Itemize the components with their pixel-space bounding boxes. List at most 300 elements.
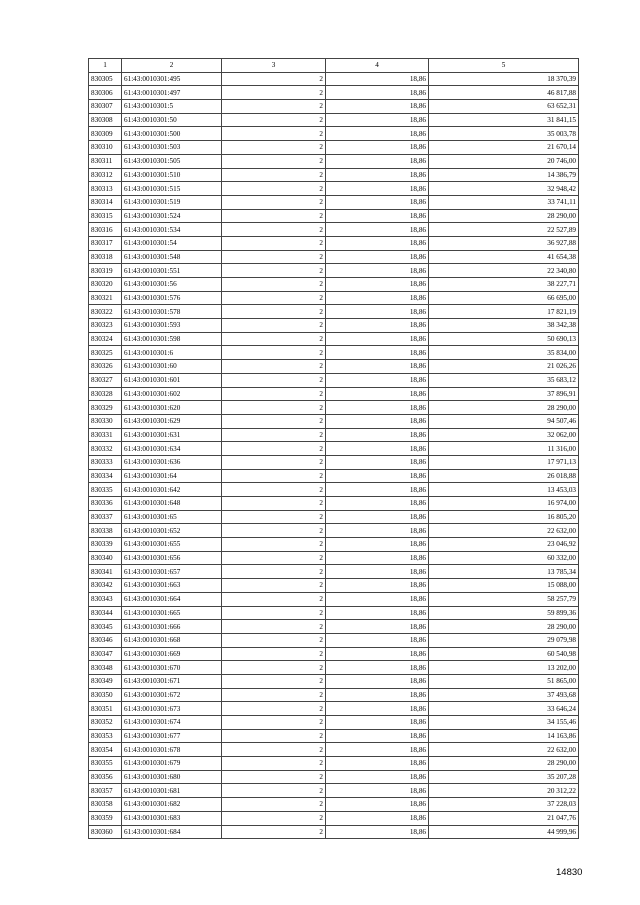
table-row	[89, 716, 579, 730]
table-cell: 18,86	[326, 332, 429, 346]
table-cell: 29 079,98	[429, 633, 579, 647]
table-cell: 37 228,03	[429, 798, 579, 812]
table-cell: 61:43:0010301:663	[122, 579, 222, 593]
table-cell: 61:43:0010301:681	[122, 784, 222, 798]
table-row	[89, 100, 579, 114]
table-row	[89, 811, 579, 825]
table-cell: 61:43:0010301:668	[122, 633, 222, 647]
table-cell: 2	[222, 633, 326, 647]
table-cell: 18,86	[326, 236, 429, 250]
table-cell: 2	[222, 332, 326, 346]
table-cell: 830359	[89, 811, 122, 825]
table-cell: 2	[222, 86, 326, 100]
table-cell: 16 805,20	[429, 510, 579, 524]
table-cell: 18,86	[326, 510, 429, 524]
table-cell: 61:43:0010301:648	[122, 497, 222, 511]
table-cell: 61:43:0010301:500	[122, 127, 222, 141]
table-cell: 2	[222, 100, 326, 114]
table-row	[89, 633, 579, 647]
table-cell: 18,86	[326, 757, 429, 771]
table-row	[89, 674, 579, 688]
table-cell: 61:43:0010301:620	[122, 401, 222, 415]
table-cell: 2	[222, 483, 326, 497]
table-cell: 18,86	[326, 264, 429, 278]
table-cell: 830340	[89, 551, 122, 565]
table-cell: 18,86	[326, 483, 429, 497]
table-cell: 61:43:0010301:657	[122, 565, 222, 579]
table-cell: 2	[222, 606, 326, 620]
table-cell: 14 163,86	[429, 729, 579, 743]
table-cell: 830331	[89, 428, 122, 442]
table-cell: 2	[222, 113, 326, 127]
table-cell: 830317	[89, 236, 122, 250]
table-cell: 2	[222, 757, 326, 771]
table-cell: 51 865,00	[429, 674, 579, 688]
table-cell: 13 785,34	[429, 565, 579, 579]
table-cell: 61:43:0010301:631	[122, 428, 222, 442]
table-cell: 18,86	[326, 729, 429, 743]
table-cell: 830350	[89, 688, 122, 702]
table-cell: 830319	[89, 264, 122, 278]
table-row	[89, 592, 579, 606]
table-cell: 2	[222, 811, 326, 825]
table-row	[89, 647, 579, 661]
table-cell: 830344	[89, 606, 122, 620]
table-cell: 2	[222, 688, 326, 702]
table-row	[89, 661, 579, 675]
table-cell: 59 899,36	[429, 606, 579, 620]
table-cell: 2	[222, 565, 326, 579]
table-cell: 18,86	[326, 633, 429, 647]
table-row	[89, 688, 579, 702]
table-row	[89, 141, 579, 155]
table-cell: 18,86	[326, 702, 429, 716]
table-cell: 61:43:0010301:60	[122, 360, 222, 374]
table-row	[89, 278, 579, 292]
table-cell: 18,86	[326, 168, 429, 182]
table-cell: 37 493,68	[429, 688, 579, 702]
table-cell: 61:43:0010301:677	[122, 729, 222, 743]
table-cell: 61:43:0010301:495	[122, 72, 222, 86]
table-cell: 18,86	[326, 182, 429, 196]
table-cell: 2	[222, 182, 326, 196]
table-cell: 61:43:0010301:673	[122, 702, 222, 716]
table-cell: 18,86	[326, 373, 429, 387]
table-cell: 61:43:0010301:672	[122, 688, 222, 702]
table-cell: 830358	[89, 798, 122, 812]
table-row	[89, 743, 579, 757]
table-cell: 2	[222, 538, 326, 552]
table-cell: 22 632,00	[429, 524, 579, 538]
table-cell: 2	[222, 414, 326, 428]
table-cell: 61:43:0010301:684	[122, 825, 222, 839]
table-cell: 830320	[89, 278, 122, 292]
table-cell: 830346	[89, 633, 122, 647]
table-row	[89, 127, 579, 141]
table-cell: 58 257,79	[429, 592, 579, 606]
table-cell: 830332	[89, 442, 122, 456]
table-cell: 830308	[89, 113, 122, 127]
table-body	[89, 72, 579, 839]
table-cell: 18,86	[326, 579, 429, 593]
table-cell: 2	[222, 579, 326, 593]
table-cell: 830324	[89, 332, 122, 346]
table-cell: 61:43:0010301:669	[122, 647, 222, 661]
table-cell: 18,86	[326, 360, 429, 374]
table-cell: 61:43:0010301:6	[122, 346, 222, 360]
table-cell: 2	[222, 702, 326, 716]
table-cell: 18,86	[326, 798, 429, 812]
table-cell: 18,86	[326, 620, 429, 634]
table-cell: 2	[222, 510, 326, 524]
table-cell: 61:43:0010301:602	[122, 387, 222, 401]
table-cell: 36 927,88	[429, 236, 579, 250]
table-cell: 61:43:0010301:497	[122, 86, 222, 100]
table-cell: 61:43:0010301:678	[122, 743, 222, 757]
table-cell: 830305	[89, 72, 122, 86]
table-cell: 830327	[89, 373, 122, 387]
table-cell: 2	[222, 305, 326, 319]
table-cell: 61:43:0010301:65	[122, 510, 222, 524]
table-cell: 61:43:0010301:674	[122, 716, 222, 730]
table-cell: 32 062,00	[429, 428, 579, 442]
table-cell: 2	[222, 647, 326, 661]
table-cell: 830354	[89, 743, 122, 757]
table-cell: 2	[222, 497, 326, 511]
table-cell: 830309	[89, 127, 122, 141]
table-cell: 61:43:0010301:510	[122, 168, 222, 182]
table-cell: 60 332,00	[429, 551, 579, 565]
table-cell: 18,86	[326, 250, 429, 264]
table-cell: 61:43:0010301:670	[122, 661, 222, 675]
table-cell: 61:43:0010301:634	[122, 442, 222, 456]
table-cell: 18,86	[326, 223, 429, 237]
table-cell: 2	[222, 784, 326, 798]
table-cell: 61:43:0010301:5	[122, 100, 222, 114]
table-cell: 32 948,42	[429, 182, 579, 196]
table-cell: 18,86	[326, 291, 429, 305]
table-cell: 31 841,15	[429, 113, 579, 127]
table-cell: 18,86	[326, 743, 429, 757]
table-cell: 21 047,76	[429, 811, 579, 825]
table-cell: 2	[222, 661, 326, 675]
table-cell: 830360	[89, 825, 122, 839]
table-row	[89, 72, 579, 86]
table-cell: 61:43:0010301:656	[122, 551, 222, 565]
table-row	[89, 469, 579, 483]
column-header: 5	[429, 59, 579, 73]
table-cell: 830353	[89, 729, 122, 743]
table-cell: 38 227,71	[429, 278, 579, 292]
table-cell: 2	[222, 798, 326, 812]
table-cell: 37 896,91	[429, 387, 579, 401]
table-cell: 2	[222, 825, 326, 839]
table-cell: 2	[222, 195, 326, 209]
table-row	[89, 798, 579, 812]
table-cell: 13 202,00	[429, 661, 579, 675]
table-cell: 35 003,78	[429, 127, 579, 141]
table-cell: 11 316,00	[429, 442, 579, 456]
table-cell: 46 817,88	[429, 86, 579, 100]
table-cell: 2	[222, 729, 326, 743]
table-cell: 18,86	[326, 455, 429, 469]
table-cell: 18,86	[326, 565, 429, 579]
register-table	[88, 58, 579, 839]
table-cell: 830322	[89, 305, 122, 319]
table-cell: 63 652,31	[429, 100, 579, 114]
table-cell: 18,86	[326, 538, 429, 552]
table-cell: 18,86	[326, 469, 429, 483]
table-row	[89, 606, 579, 620]
table-row	[89, 757, 579, 771]
table-cell: 2	[222, 223, 326, 237]
table-cell: 61:43:0010301:524	[122, 209, 222, 223]
table-cell: 2	[222, 401, 326, 415]
table-cell: 18,86	[326, 442, 429, 456]
table-cell: 61:43:0010301:665	[122, 606, 222, 620]
table-cell: 20 746,00	[429, 154, 579, 168]
table-cell: 41 654,38	[429, 250, 579, 264]
table-cell: 28 290,00	[429, 620, 579, 634]
table-row	[89, 332, 579, 346]
table-cell: 61:43:0010301:636	[122, 455, 222, 469]
table-cell: 61:43:0010301:64	[122, 469, 222, 483]
table-cell: 2	[222, 264, 326, 278]
table-row	[89, 483, 579, 497]
table-cell: 18,86	[326, 647, 429, 661]
table-cell: 830313	[89, 182, 122, 196]
table-cell: 15 088,00	[429, 579, 579, 593]
column-header: 3	[222, 59, 326, 73]
table-row	[89, 455, 579, 469]
table-cell: 18,86	[326, 305, 429, 319]
table-cell: 66 695,00	[429, 291, 579, 305]
table-cell: 18,86	[326, 141, 429, 155]
table-row	[89, 524, 579, 538]
table-cell: 18,86	[326, 770, 429, 784]
table-cell: 61:43:0010301:682	[122, 798, 222, 812]
table-row	[89, 702, 579, 716]
table-cell: 18,86	[326, 195, 429, 209]
table-cell: 18,86	[326, 428, 429, 442]
table-row	[89, 401, 579, 415]
table-cell: 18,86	[326, 592, 429, 606]
table-row	[89, 510, 579, 524]
column-header: 2	[122, 59, 222, 73]
table-cell: 830342	[89, 579, 122, 593]
table-cell: 2	[222, 72, 326, 86]
table-cell: 2	[222, 250, 326, 264]
page-number: 14830	[556, 867, 583, 878]
table-row	[89, 223, 579, 237]
table-row	[89, 182, 579, 196]
table-cell: 16 974,00	[429, 497, 579, 511]
table-cell: 60 540,98	[429, 647, 579, 661]
table-cell: 18,86	[326, 401, 429, 415]
table-cell: 18,86	[326, 551, 429, 565]
table-cell: 44 999,96	[429, 825, 579, 839]
table-cell: 35 834,00	[429, 346, 579, 360]
table-row	[89, 209, 579, 223]
table-cell: 61:43:0010301:56	[122, 278, 222, 292]
table-row	[89, 346, 579, 360]
table-cell: 830310	[89, 141, 122, 155]
table-cell: 61:43:0010301:671	[122, 674, 222, 688]
table-cell: 830307	[89, 100, 122, 114]
table-cell: 2	[222, 428, 326, 442]
table-cell: 35 683,12	[429, 373, 579, 387]
table-cell: 830348	[89, 661, 122, 675]
table-cell: 18,86	[326, 209, 429, 223]
table-cell: 18,86	[326, 346, 429, 360]
table-cell: 28 290,00	[429, 401, 579, 415]
table-row	[89, 428, 579, 442]
table-cell: 830326	[89, 360, 122, 374]
table-row	[89, 305, 579, 319]
table-cell: 61:43:0010301:576	[122, 291, 222, 305]
table-cell: 33 741,11	[429, 195, 579, 209]
table-cell: 18,86	[326, 113, 429, 127]
table-row	[89, 250, 579, 264]
table-cell: 38 342,38	[429, 319, 579, 333]
table-cell: 18,86	[326, 606, 429, 620]
table-row	[89, 236, 579, 250]
table-cell: 2	[222, 524, 326, 538]
table-cell: 830334	[89, 469, 122, 483]
table-cell: 830311	[89, 154, 122, 168]
table-cell: 2	[222, 551, 326, 565]
table-cell: 61:43:0010301:54	[122, 236, 222, 250]
table-cell: 61:43:0010301:601	[122, 373, 222, 387]
table-row	[89, 291, 579, 305]
table-cell: 2	[222, 236, 326, 250]
table-cell: 50 690,13	[429, 332, 579, 346]
column-header: 1	[89, 59, 122, 73]
table-cell: 830328	[89, 387, 122, 401]
table-cell: 2	[222, 154, 326, 168]
header-row	[89, 59, 579, 73]
table-cell: 94 507,46	[429, 414, 579, 428]
table-cell: 18,86	[326, 319, 429, 333]
table-row	[89, 264, 579, 278]
table-cell: 61:43:0010301:664	[122, 592, 222, 606]
table-cell: 61:43:0010301:534	[122, 223, 222, 237]
table-cell: 22 632,00	[429, 743, 579, 757]
table-cell: 830349	[89, 674, 122, 688]
table-cell: 830312	[89, 168, 122, 182]
table-cell: 61:43:0010301:578	[122, 305, 222, 319]
table-cell: 18,86	[326, 716, 429, 730]
table-cell: 18,86	[326, 278, 429, 292]
table-cell: 830315	[89, 209, 122, 223]
table-cell: 61:43:0010301:642	[122, 483, 222, 497]
table-cell: 2	[222, 387, 326, 401]
table-cell: 17 971,13	[429, 455, 579, 469]
table-cell: 18,86	[326, 825, 429, 839]
table-cell: 34 155,46	[429, 716, 579, 730]
table-cell: 830345	[89, 620, 122, 634]
table-cell: 26 018,88	[429, 469, 579, 483]
table-row	[89, 319, 579, 333]
table-cell: 14 386,79	[429, 168, 579, 182]
table-row	[89, 373, 579, 387]
table-cell: 830339	[89, 538, 122, 552]
table-row	[89, 86, 579, 100]
table-cell: 18,86	[326, 387, 429, 401]
table-cell: 61:43:0010301:593	[122, 319, 222, 333]
table-row	[89, 825, 579, 839]
table-cell: 61:43:0010301:50	[122, 113, 222, 127]
table-cell: 23 046,92	[429, 538, 579, 552]
table-cell: 28 290,00	[429, 757, 579, 771]
table-cell: 18,86	[326, 127, 429, 141]
table-cell: 2	[222, 278, 326, 292]
table-cell: 13 453,03	[429, 483, 579, 497]
table-cell: 61:43:0010301:666	[122, 620, 222, 634]
table-cell: 18,86	[326, 100, 429, 114]
table-cell: 22 340,80	[429, 264, 579, 278]
table-cell: 21 026,26	[429, 360, 579, 374]
table-cell: 830329	[89, 401, 122, 415]
table-cell: 2	[222, 127, 326, 141]
table-cell: 18,86	[326, 661, 429, 675]
table-cell: 35 207,28	[429, 770, 579, 784]
table-cell: 2	[222, 141, 326, 155]
table-row	[89, 168, 579, 182]
table-cell: 830306	[89, 86, 122, 100]
table-cell: 2	[222, 168, 326, 182]
table-row	[89, 538, 579, 552]
table-cell: 61:43:0010301:680	[122, 770, 222, 784]
table-cell: 18,86	[326, 497, 429, 511]
table-cell: 2	[222, 716, 326, 730]
table-cell: 2	[222, 373, 326, 387]
table-cell: 2	[222, 442, 326, 456]
table-cell: 61:43:0010301:503	[122, 141, 222, 155]
table-row	[89, 154, 579, 168]
table-row	[89, 729, 579, 743]
table-cell: 18,86	[326, 688, 429, 702]
table-cell: 61:43:0010301:655	[122, 538, 222, 552]
table-cell: 61:43:0010301:629	[122, 414, 222, 428]
table-row	[89, 551, 579, 565]
table-cell: 830357	[89, 784, 122, 798]
table-row	[89, 387, 579, 401]
table-cell: 2	[222, 469, 326, 483]
table-cell: 22 527,89	[429, 223, 579, 237]
table-cell: 61:43:0010301:679	[122, 757, 222, 771]
table-cell: 830318	[89, 250, 122, 264]
table-row	[89, 113, 579, 127]
table-cell: 18,86	[326, 86, 429, 100]
table-cell: 830355	[89, 757, 122, 771]
table-cell: 2	[222, 674, 326, 688]
table-cell: 830356	[89, 770, 122, 784]
table-row	[89, 442, 579, 456]
table-cell: 21 670,14	[429, 141, 579, 155]
table-cell: 830325	[89, 346, 122, 360]
table-cell: 2	[222, 360, 326, 374]
table-row	[89, 360, 579, 374]
table-cell: 2	[222, 319, 326, 333]
table-cell: 61:43:0010301:519	[122, 195, 222, 209]
table-row	[89, 620, 579, 634]
table-cell: 61:43:0010301:652	[122, 524, 222, 538]
table-cell: 28 290,00	[429, 209, 579, 223]
table-cell: 18,86	[326, 414, 429, 428]
table-cell: 61:43:0010301:551	[122, 264, 222, 278]
table-cell: 2	[222, 592, 326, 606]
